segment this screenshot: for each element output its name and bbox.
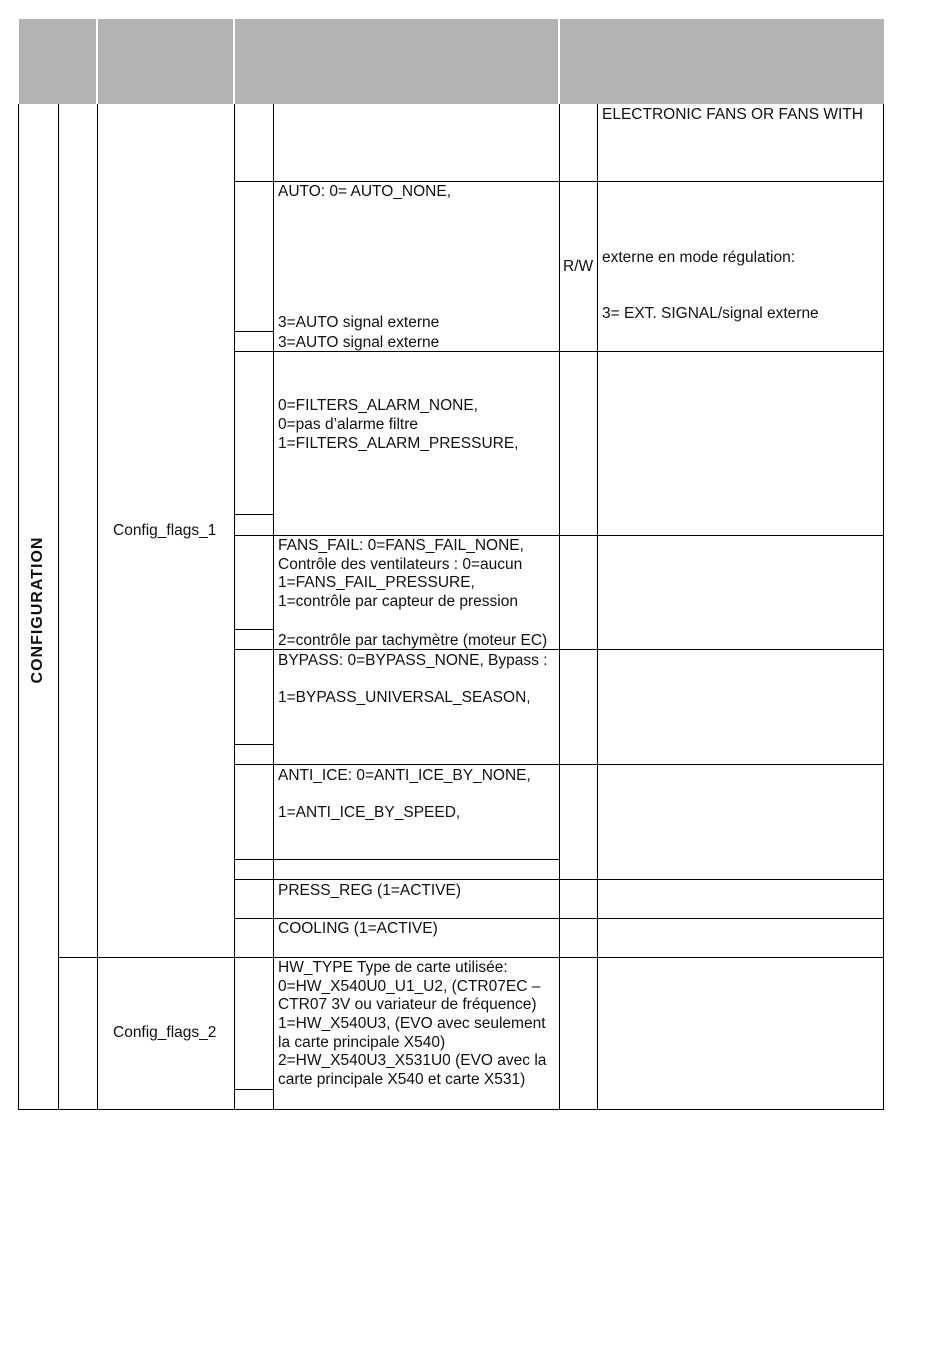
desc-text: PRESS_REG (1=ACTIVE) [278,882,462,899]
desc-text: 1=contrôle par capteur de pression [278,593,518,610]
note-text: externe en mode régulation: [602,249,796,266]
section-label: CONFIGURATION [29,536,46,684]
desc-text: 1=BYPASS_UNIVERSAL_SEASON, [278,689,531,706]
desc-text: HW_TYPE Type de carte utilisée: [278,959,508,976]
desc-text: CTR07 3V ou variateur de fréquence) [278,996,537,1013]
desc-text: 2=contrôle par tachymètre (moteur EC) [278,632,548,649]
note-text: 3= EXT. SIGNAL/signal externe [602,305,819,322]
desc-text: 1=FANS_FAIL_PRESSURE, [278,574,475,591]
desc-text: 2=HW_X540U3_X531U0 (EVO avec la [278,1052,547,1069]
config-flags-2-name: Config_flags_2 [113,1024,217,1041]
desc-text: Contrôle des ventilateurs : 0=aucun [278,556,523,573]
desc-text: FANS_FAIL: 0=FANS_FAIL_NONE, [278,537,524,554]
access-rw: R/W [563,258,594,275]
desc-text: ANTI_ICE: 0=ANTI_ICE_BY_NONE, [278,767,531,784]
desc-text: 0=pas d’alarme filtre [278,416,418,433]
desc-text: carte principale X540 et carte X531) [278,1071,526,1088]
desc-text: 3=AUTO signal externe [278,314,440,331]
desc-text: 0=HW_X540U0_U1_U2, (CTR07EC – [278,978,541,995]
desc-text: COOLING (1=ACTIVE) [278,920,438,937]
desc-text: 3=AUTO signal externe [278,334,440,351]
desc-text: 0=FILTERS_ALARM_NONE, [278,397,478,414]
note-text: ELECTRONIC FANS OR FANS WITH [602,106,863,123]
desc-text: 1=ANTI_ICE_BY_SPEED, [278,804,461,821]
desc-text: la carte principale X540) [278,1034,446,1051]
desc-text: AUTO: 0= AUTO_NONE, [278,183,451,200]
desc-text: BYPASS: 0=BYPASS_NONE, Bypass : [278,652,548,669]
config-flags-1-name: Config_flags_1 [113,522,217,539]
desc-text: 1=FILTERS_ALARM_PRESSURE, [278,435,519,452]
desc-text: 1=HW_X540U3, (EVO avec seulement [278,1015,546,1032]
